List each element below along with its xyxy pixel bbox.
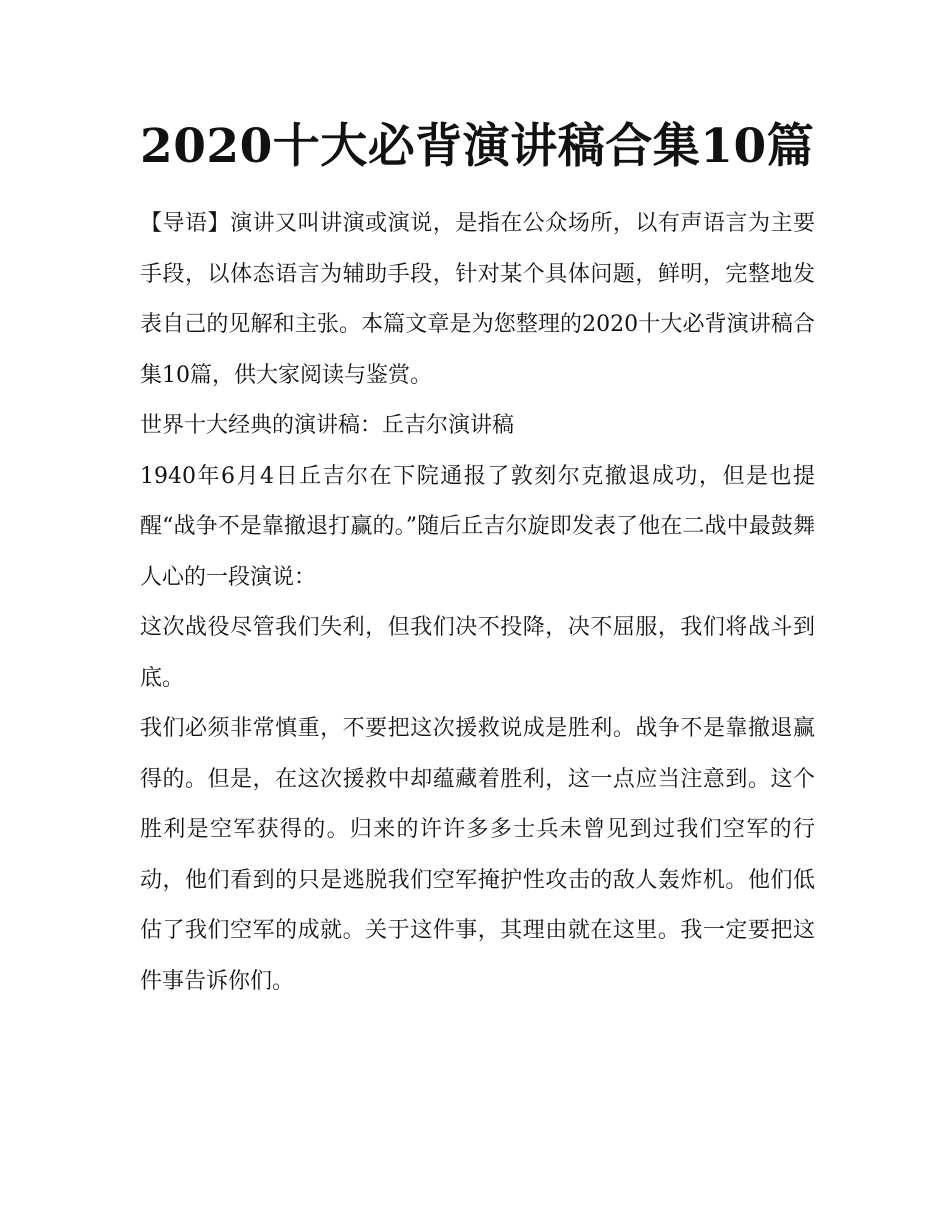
- paragraph-subheading: 世界十大经典的演讲稿：丘吉尔演讲稿: [140, 413, 515, 438]
- paragraph-context: 1940年6月4日丘吉尔在下院通报了敦刻尔克撤退成功，但是也提醒“战争不是靠撤退打赢的。”随后丘吉尔旋即发表了他在二战中最鼓舞人心的一段演说：: [140, 463, 815, 590]
- document-title: 2020十大必背演讲稿合集10篇: [140, 119, 815, 174]
- paragraph-intro: 【导语】演讲又叫讲演或演说，是指在公众场所，以有声语言为主要手段，以体态语言为辅助手段，针对某个具体问题，鲜明，完整地发表自己的见解和主张。本篇文章是为您整理的2020十大必背演讲稿合集10篇，供大家阅读与鉴赏。: [140, 211, 815, 388]
- paragraph-quote-1: 这次战役尽管我们失利，但我们决不投降，决不屈服，我们将战斗到底。: [140, 615, 815, 691]
- document-page: [140, 110, 815, 1007]
- document-body: [140, 199, 815, 1007]
- paragraph-quote-2: 我们必须非常慎重，不要把这次援救说成是胜利。战争不是靠撤退赢得的。但是，在这次援救中却蕴藏着胜利，这一点应当注意到。这个胜利是空军获得的。归来的许许多多士兵未曾见到过我们空军的行动，他们看到的只是逃脱我们空军掩护性攻击的敌人轰炸机。他们低估了我们空军的成就。关于这件事，其理由就在这里。我一定要把这件事告诉你们。: [140, 716, 815, 994]
